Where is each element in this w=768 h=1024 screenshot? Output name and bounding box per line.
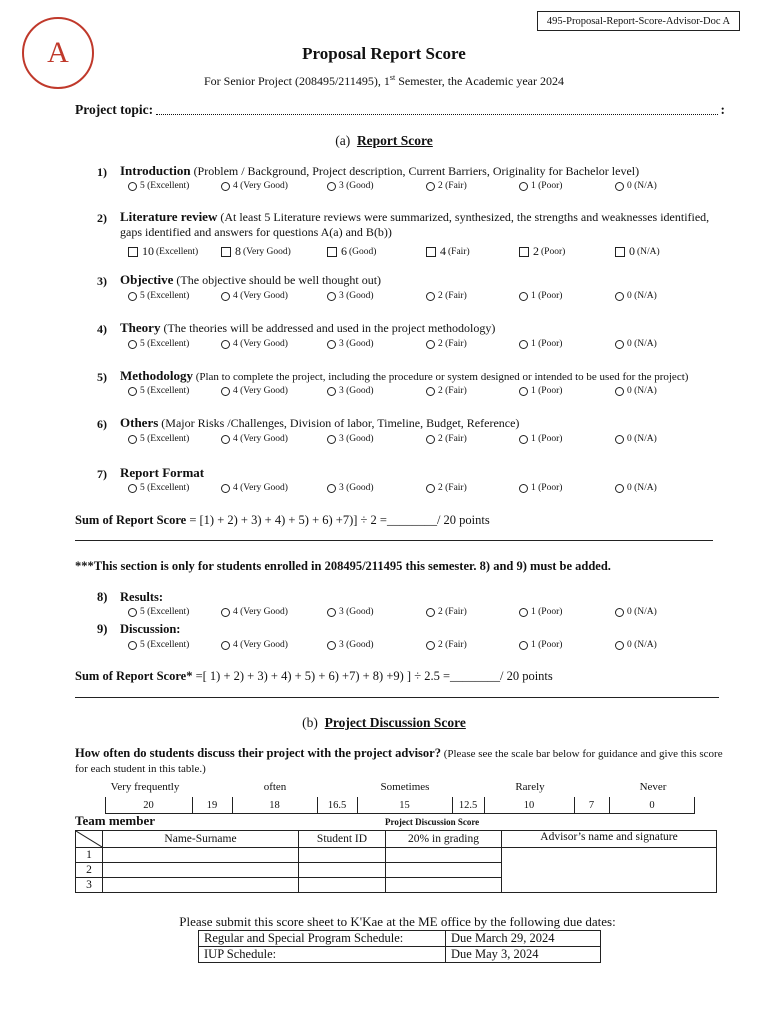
score-option-label: (N/A)	[637, 246, 660, 257]
score-option-value: 6	[341, 244, 347, 258]
score-option-label: 3 (Good)	[339, 386, 374, 396]
project-topic-field[interactable]	[75, 102, 725, 118]
options-row-q4	[0, 339, 768, 353]
radio-circle-icon[interactable]	[519, 484, 528, 493]
project-discussion-score-label: Project Discussion Score	[385, 817, 480, 827]
question-results: Results:	[120, 590, 164, 604]
score-option[interactable]	[327, 181, 374, 191]
radio-circle-icon[interactable]	[327, 340, 336, 349]
question-number: 4)	[97, 322, 107, 336]
divider	[75, 540, 713, 541]
scale-value: 0	[649, 799, 655, 811]
radio-circle-icon[interactable]	[128, 435, 137, 444]
score-option[interactable]	[615, 291, 657, 301]
score-option[interactable]	[615, 640, 657, 650]
score-option-label: 4 (Very Good)	[233, 291, 288, 301]
options-row-q2	[0, 244, 768, 258]
score-option[interactable]	[426, 244, 470, 259]
score-option[interactable]	[426, 339, 467, 349]
score-option[interactable]	[221, 291, 288, 301]
student-id-cell[interactable]	[299, 848, 386, 863]
score-option[interactable]	[519, 181, 562, 191]
question-number: 8)	[97, 590, 108, 604]
checkbox-icon[interactable]	[519, 247, 529, 257]
radio-circle-icon[interactable]	[221, 484, 230, 493]
radio-circle-icon[interactable]	[615, 608, 624, 617]
score-option-label: 1 (Poor)	[531, 434, 563, 444]
radio-circle-icon[interactable]	[128, 387, 137, 396]
score-option-label: 1 (Poor)	[531, 181, 563, 191]
options-row-q9	[0, 640, 768, 654]
radio-circle-icon[interactable]	[327, 292, 336, 301]
score-option-label: 4 (Very Good)	[233, 640, 288, 650]
score-option-label: 0 (N/A)	[627, 607, 657, 617]
score-option[interactable]	[128, 386, 189, 396]
score-option-label: 2 (Fair)	[438, 291, 467, 301]
radio-circle-icon[interactable]	[426, 182, 435, 191]
scale-value: 7	[588, 799, 595, 811]
options-row-q5	[0, 386, 768, 400]
question-introduction: Introduction (Problem / Background, Project description, Current Barriers, Originality for Bachelor level)	[120, 163, 640, 178]
radio-circle-icon[interactable]	[519, 182, 528, 191]
score-option-label: 3 (Good)	[339, 607, 374, 617]
score-option[interactable]	[128, 607, 189, 617]
score-option-label: 1 (Poor)	[531, 291, 563, 301]
score-option[interactable]	[615, 339, 657, 349]
grade-stamp: A	[22, 17, 94, 89]
score-option[interactable]	[519, 339, 562, 349]
score-option[interactable]	[426, 291, 467, 301]
score-option[interactable]	[327, 244, 376, 259]
student-id-cell[interactable]	[299, 863, 386, 878]
score-option-label: 3 (Good)	[339, 291, 374, 301]
score-option-label: 4 (Very Good)	[233, 483, 288, 493]
scale-value: 12.5	[458, 799, 478, 811]
team-member-table	[75, 830, 717, 893]
scale-label-never: Never	[639, 781, 667, 793]
radio-circle-icon[interactable]	[327, 387, 336, 396]
score-option[interactable]	[327, 483, 374, 493]
radio-circle-icon[interactable]	[615, 182, 624, 191]
score-option[interactable]	[615, 244, 660, 259]
question-number: 5)	[97, 370, 107, 384]
grading-cell[interactable]	[386, 863, 502, 878]
checkbox-icon[interactable]	[327, 247, 337, 257]
radio-circle-icon[interactable]	[128, 608, 137, 617]
score-option-label: 0 (N/A)	[627, 181, 657, 191]
radio-circle-icon[interactable]	[327, 484, 336, 493]
section-a-heading: (a) Report Score	[335, 133, 433, 148]
checkbox-icon[interactable]	[426, 247, 436, 257]
score-option[interactable]	[221, 244, 291, 259]
radio-circle-icon[interactable]	[426, 641, 435, 650]
score-option-value: 0	[629, 244, 635, 258]
score-option-label: 1 (Poor)	[531, 607, 563, 617]
radio-circle-icon[interactable]	[615, 340, 624, 349]
radio-circle-icon[interactable]	[615, 292, 624, 301]
score-option[interactable]	[327, 640, 374, 650]
score-option-label: 0 (N/A)	[627, 434, 657, 444]
radio-circle-icon[interactable]	[327, 641, 336, 650]
score-option-label: 2 (Fair)	[438, 181, 467, 191]
student-id-cell[interactable]	[299, 878, 386, 893]
scale-label-often: often	[263, 781, 287, 793]
score-option-label: 3 (Good)	[339, 181, 374, 191]
question-methodology: Methodology (Plan to complete the project, including the procedure or system designed or intended to be used for the project)	[120, 368, 689, 383]
radio-circle-icon[interactable]	[615, 484, 624, 493]
score-option[interactable]	[327, 434, 374, 444]
table-row	[199, 931, 601, 947]
score-option[interactable]	[221, 607, 288, 617]
score-option[interactable]	[615, 607, 657, 617]
score-option[interactable]	[519, 640, 562, 650]
table-row	[199, 947, 601, 963]
name-cell[interactable]	[103, 863, 299, 878]
radio-circle-icon[interactable]	[519, 387, 528, 396]
score-option[interactable]	[615, 181, 657, 191]
header-name-surname: Name-Surname	[103, 831, 299, 848]
grading-cell[interactable]	[386, 878, 502, 893]
score-option[interactable]	[128, 244, 198, 259]
scale-value: 10	[523, 799, 535, 811]
question-report-format: Report Format	[120, 465, 205, 480]
section-b-heading: (b) Project Discussion Score	[302, 715, 466, 730]
checkbox-icon[interactable]	[221, 247, 231, 257]
sum-report-score-2: Sum of Report Score* =[ 1) + 2) + 3) + 4) + 5) + 6) +7) + 8) +9) ] ÷ 2.5 =________/ 20 points	[75, 669, 553, 683]
score-option-value: 10	[142, 244, 154, 258]
score-option-label: 0 (N/A)	[627, 640, 657, 650]
score-option-label: 3 (Good)	[339, 640, 374, 650]
name-cell[interactable]	[103, 878, 299, 893]
score-option-label: 5 (Excellent)	[140, 483, 190, 493]
score-option[interactable]	[128, 640, 189, 650]
question-number: 3)	[97, 274, 107, 288]
score-option[interactable]	[519, 607, 562, 617]
scale-value: 15	[399, 799, 410, 811]
scale-value: 16.5	[327, 799, 347, 811]
radio-circle-icon[interactable]	[426, 484, 435, 493]
score-option[interactable]	[327, 386, 374, 396]
radio-circle-icon[interactable]	[615, 387, 624, 396]
radio-circle-icon[interactable]	[426, 435, 435, 444]
score-option-label: 2 (Fair)	[438, 483, 467, 493]
options-row-q8	[0, 607, 768, 621]
discussion-scale-bar	[105, 797, 695, 814]
scale-label-very-frequently: Very frequently	[110, 781, 180, 793]
enrollment-note: ***This section is only for students enrolled in 208495/211495 this semester. 8) and 9) must be added.	[75, 559, 611, 573]
due-date-cell: Due May 3, 2024	[446, 947, 601, 963]
score-option-label: 5 (Excellent)	[140, 181, 190, 191]
header-grading-percent: 20% in grading	[386, 831, 502, 848]
score-option[interactable]	[128, 339, 189, 349]
project-topic-dotted-line[interactable]	[156, 113, 717, 115]
project-topic-end: :	[720, 102, 725, 117]
question-number: 7)	[97, 467, 107, 481]
score-option-label: 0 (N/A)	[627, 386, 657, 396]
score-option-label: 0 (N/A)	[627, 483, 657, 493]
radio-circle-icon[interactable]	[426, 340, 435, 349]
score-option[interactable]	[327, 339, 374, 349]
score-option[interactable]	[519, 483, 562, 493]
score-option-label: 4 (Very Good)	[233, 386, 288, 396]
score-option[interactable]	[327, 291, 374, 301]
row-number: 3	[76, 878, 103, 893]
score-option[interactable]	[221, 640, 288, 650]
score-option-value: 4	[440, 244, 446, 258]
score-option-label: 1 (Poor)	[531, 339, 563, 349]
score-option-label: 5 (Excellent)	[140, 291, 190, 301]
radio-circle-icon[interactable]	[128, 340, 137, 349]
divider	[75, 697, 719, 698]
score-option-label: 2 (Fair)	[438, 386, 467, 396]
score-option[interactable]	[615, 386, 657, 396]
score-option[interactable]	[519, 291, 562, 301]
question-number: 9)	[97, 622, 108, 636]
radio-circle-icon[interactable]	[519, 641, 528, 650]
due-date-cell: Due March 29, 2024	[446, 931, 601, 947]
radio-circle-icon[interactable]	[426, 387, 435, 396]
score-option[interactable]	[519, 386, 562, 396]
discussion-frequency-question: How often do students discuss their project with the project advisor? (Please see the scale bar below for guidance and give this score for each student in this table.)	[75, 746, 723, 775]
name-cell[interactable]	[103, 848, 299, 863]
score-option[interactable]	[327, 607, 374, 617]
page-title: Proposal Report Score	[302, 44, 466, 63]
question-others: Others (Major Risks /Challenges, Division of labor, Timeline, Budget, Reference)	[120, 415, 520, 430]
score-option-label: 1 (Poor)	[531, 386, 563, 396]
score-option[interactable]	[426, 640, 467, 650]
table-row	[76, 848, 717, 863]
radio-circle-icon[interactable]	[327, 182, 336, 191]
options-row-q6	[0, 434, 768, 448]
score-option[interactable]	[128, 483, 189, 493]
sum-report-score-1: Sum of Report Score = [1) + 2) + 3) + 4) + 5) + 6) +7)] ÷ 2 =________/ 20 points	[75, 513, 490, 527]
scale-label-rarely: Rarely	[515, 781, 545, 793]
score-option[interactable]	[128, 434, 189, 444]
score-option[interactable]	[128, 181, 189, 191]
score-option[interactable]	[426, 434, 467, 444]
options-row-q1	[0, 181, 768, 195]
score-option-value: 8	[235, 244, 241, 258]
row-number: 2	[76, 863, 103, 878]
score-option-label: (Fair)	[448, 246, 470, 257]
team-member-label: Team member	[75, 813, 156, 828]
score-option[interactable]	[221, 339, 288, 349]
scale-value: 19	[206, 799, 218, 811]
checkbox-icon[interactable]	[128, 247, 138, 257]
score-option[interactable]	[221, 386, 288, 396]
score-option[interactable]	[615, 434, 657, 444]
question-number: 6)	[97, 417, 107, 431]
grading-cell[interactable]	[386, 848, 502, 863]
score-option-label: 2 (Fair)	[438, 607, 467, 617]
radio-circle-icon[interactable]	[221, 182, 230, 191]
question-objective: Objective (The objective should be well thought out)	[120, 272, 382, 287]
score-option-label: 5 (Excellent)	[140, 386, 190, 396]
header-student-id: Student ID	[299, 831, 386, 848]
score-option-label: 3 (Good)	[339, 434, 374, 444]
score-option-label: (Very Good)	[243, 246, 291, 257]
radio-circle-icon[interactable]	[426, 292, 435, 301]
diagonal-header-cell	[76, 831, 103, 848]
score-option-label: (Good)	[349, 246, 377, 257]
score-option[interactable]	[221, 483, 288, 493]
score-option[interactable]	[426, 181, 467, 191]
score-option-label: 0 (N/A)	[627, 291, 657, 301]
checkbox-icon[interactable]	[615, 247, 625, 257]
radio-circle-icon[interactable]	[615, 641, 624, 650]
radio-circle-icon[interactable]	[221, 435, 230, 444]
score-option-label: 1 (Poor)	[531, 640, 563, 650]
project-topic-label: Project topic:	[75, 102, 154, 117]
score-option-label: 3 (Good)	[339, 339, 374, 349]
score-option-label: 3 (Good)	[339, 483, 374, 493]
score-option[interactable]	[426, 483, 467, 493]
submission-instructions: Please submit this score sheet to K'Kae at the ME office by the following due dates:	[179, 914, 616, 929]
options-row-q3	[0, 291, 768, 305]
score-option-label: 0 (N/A)	[627, 339, 657, 349]
score-option-label: (Poor)	[541, 246, 566, 257]
score-option[interactable]	[519, 434, 562, 444]
radio-circle-icon[interactable]	[519, 292, 528, 301]
score-option-label: 1 (Poor)	[531, 483, 563, 493]
diagonal-line-icon	[76, 831, 102, 847]
page-subtitle: For Senior Project (208495/211495), 1st Semester, the Academic year 2024	[203, 73, 564, 88]
options-row-q7	[0, 483, 768, 497]
document-id-box: 495-Proposal-Report-Score-Advisor-Doc A	[537, 11, 740, 31]
score-option[interactable]	[426, 607, 467, 617]
radio-circle-icon[interactable]	[128, 182, 137, 191]
row-number: 1	[76, 848, 103, 863]
score-option-label: 4 (Very Good)	[233, 181, 288, 191]
radio-circle-icon[interactable]	[221, 387, 230, 396]
header-advisor-signature: Advisor’s name and signature	[502, 831, 717, 848]
score-option-label: 5 (Excellent)	[140, 640, 190, 650]
radio-circle-icon[interactable]	[519, 435, 528, 444]
score-option-label: 4 (Very Good)	[233, 339, 288, 349]
scale-value: 20	[143, 799, 154, 811]
question-discussion: Discussion:	[120, 622, 181, 636]
radio-circle-icon[interactable]	[221, 340, 230, 349]
score-option-label: 4 (Very Good)	[233, 607, 288, 617]
radio-circle-icon[interactable]	[128, 484, 137, 493]
radio-circle-icon[interactable]	[128, 292, 137, 301]
score-option[interactable]	[221, 434, 288, 444]
radio-circle-icon[interactable]	[519, 340, 528, 349]
radio-circle-icon[interactable]	[221, 641, 230, 650]
score-option[interactable]	[426, 386, 467, 396]
radio-circle-icon[interactable]	[519, 608, 528, 617]
score-option[interactable]	[519, 244, 565, 259]
score-option-label: 2 (Fair)	[438, 640, 467, 650]
score-option-label: 5 (Excellent)	[140, 339, 190, 349]
radio-circle-icon[interactable]	[128, 641, 137, 650]
score-option[interactable]	[221, 181, 288, 191]
radio-circle-icon[interactable]	[615, 435, 624, 444]
question-number: 2)	[97, 211, 107, 225]
score-option[interactable]	[128, 291, 189, 301]
score-option-value: 2	[533, 244, 539, 258]
scale-value: 18	[269, 799, 280, 811]
radio-circle-icon[interactable]	[327, 435, 336, 444]
question-literature-review: Literature review (At least 5 Literature reviews were summarized, synthesized, the strengths and weaknesses identified, gaps identified and answers for questions A(a) and B(b))	[120, 209, 710, 239]
radio-circle-icon[interactable]	[221, 608, 230, 617]
advisor-signature-cell[interactable]	[502, 848, 717, 893]
schedule-cell: IUP Schedule:	[199, 947, 446, 963]
question-theory: Theory (The theories will be addressed and used in the project methodology)	[120, 320, 496, 335]
radio-circle-icon[interactable]	[426, 608, 435, 617]
radio-circle-icon[interactable]	[221, 292, 230, 301]
score-option-label: 2 (Fair)	[438, 339, 467, 349]
score-option[interactable]	[615, 483, 657, 493]
score-option-label: 5 (Excellent)	[140, 607, 190, 617]
schedule-cell: Regular and Special Program Schedule:	[199, 931, 446, 947]
radio-circle-icon[interactable]	[327, 608, 336, 617]
score-option-label: 4 (Very Good)	[233, 434, 288, 444]
score-option-label: 5 (Excellent)	[140, 434, 190, 444]
due-dates-table	[198, 930, 601, 963]
score-option-label: (Excellent)	[156, 246, 199, 257]
score-option-label: 2 (Fair)	[438, 434, 467, 444]
question-number: 1)	[97, 165, 107, 179]
scale-label-sometimes: Sometimes	[380, 781, 430, 793]
